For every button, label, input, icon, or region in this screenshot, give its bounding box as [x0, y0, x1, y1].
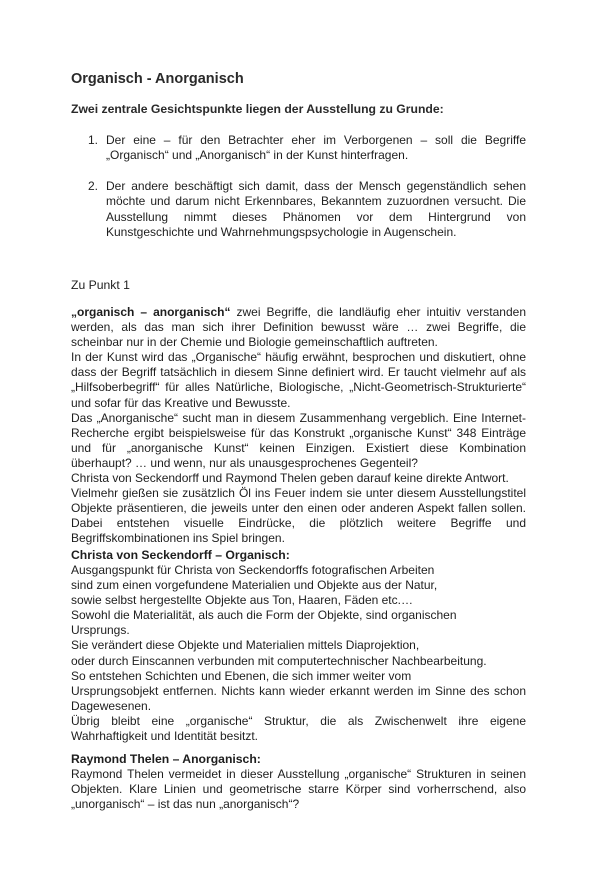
list-number: 2.	[88, 179, 99, 193]
intro-paragraph-2: In der Kunst wird das „Organische“ häufig erwähnt, besprochen und diskutiert, ohne dass der Begriff tatsächlich in diesem Sinne definiert wird. Er taucht vielmehr auf als „Hilfsoberbegriff“ für alles Natürliche, Biologische, „Nicht-Geometrisch-Strukturierte“ und sofar für das Kreative und Bewusste.	[71, 350, 526, 410]
list-number: 1.	[88, 133, 99, 147]
text-line: oder durch Einscannen verbunden mit computertechnischer Nachbearbeitung.	[71, 653, 487, 668]
text-line: sowie selbst hergestellte Objekte aus Ton, Haaren, Fäden etc.…	[71, 593, 413, 608]
text-line: Sowohl die Materialität, als auch die Form der Objekte, sind organischen	[71, 608, 457, 623]
seckendorff-paragraph: Ursprungsobjekt entfernen. Nichts kann wieder erkannt werden im Sinne des schon Dagewesenen.	[71, 683, 526, 713]
list-item	[71, 133, 526, 164]
intro-paragraph-4: Christa von Seckendorff und Raymond Thelen geben darauf keine direkte Antwort.	[71, 471, 509, 486]
intro-paragraph-5: Vielmehr gießen sie zusätzlich Öl ins Feuer indem sie unter diesem Ausstellungstitel Objekte präsentieren, die jeweils unter den einen oder anderen Aspekt fallen sollen. Dabei entstehen visuelle Eindrücke, die plötzlich weitere Begriffe und Begriffskombinationen ins Spiel bringen.	[71, 486, 526, 546]
list-item	[71, 179, 526, 240]
text-line: Ursprungs.	[71, 623, 130, 638]
document-title: Organisch - Anorganisch	[71, 71, 244, 87]
document-subtitle: Zwei zentrale Gesichtspunkte liegen der Ausstellung zu Grunde:	[71, 102, 444, 116]
seckendorff-paragraph: Übrig bleibt eine „organische“ Struktur, die als Zwischenwelt ihre eigene Wahrhaftigkeit und Identität besitzt.	[71, 713, 526, 744]
intro-paragraph	[71, 305, 526, 350]
intro-section	[71, 305, 526, 547]
list-text: Der andere beschäftigt sich damit, dass der Mensch gegenständlich sehen möchte und darum nicht Erkennbares, Bekanntem zuzuordnen versucht. Die Ausstellung nimmt dieses Phänomen vor dem Hintergrund von Kunstgeschichte und Wahrnehmungspsychologie in Augenschein.	[106, 179, 526, 239]
thelen-heading: Raymond Thelen – Anorganisch:	[71, 752, 261, 766]
text-line: Ausgangspunkt für Christa von Seckendorffs fotografischen Arbeiten	[71, 563, 435, 577]
intro-paragraph-3: Das „Anorganische“ sucht man in diesem Zusammenhang vergeblich. Eine Internet-Recherche ergibt beispielsweise für das Konstrukt „organische Kunst“ 348 Einträge und für „anorganische Kunst“ keinen Einzigen. Existiert diese Kombination überhaupt? … und wenn, nur als unausgesprochenes Gegenteil?	[71, 410, 526, 470]
thelen-section	[71, 767, 526, 812]
thelen-paragraph: Raymond Thelen vermeidet in dieser Ausstellung „organische“ Strukturen in seinen Objekten. Klare Linien und geometrische starre Körper sind vorherrschend, also „unorganisch“ – ist das nun „anorganisch“?	[71, 767, 526, 812]
text-line: So entstehen Schichten und Ebenen, die sich immer weiter vom	[71, 668, 412, 683]
seckendorff-section	[71, 563, 526, 744]
text-line: sind zum einen vorgefundene Materialien und Objekte aus der Natur,	[71, 578, 438, 593]
intro-lead-rest: zwei Begriffe, die landläufig eher intuitiv verstanden werden, als das man sich ihrer Definition bewusst wäre … zwei Begriffe, die scheinbar nur in der Chemie und Biologie gemeinschaftlich auftreten.	[71, 305, 526, 350]
section-heading: Zu Punkt 1	[71, 278, 130, 292]
list-text: Der eine – für den Betrachter eher im Verborgenen – soll die Begriffe „Organisch“ und „Anorganisch“ in der Kunst hinterfragen.	[106, 133, 526, 163]
text-line: Sie verändert diese Objekte und Materialien mittels Diaprojektion,	[71, 638, 420, 653]
intro-lead: „organisch – anorganisch“	[71, 305, 231, 319]
seckendorff-heading: Christa von Seckendorff – Organisch:	[71, 548, 290, 562]
